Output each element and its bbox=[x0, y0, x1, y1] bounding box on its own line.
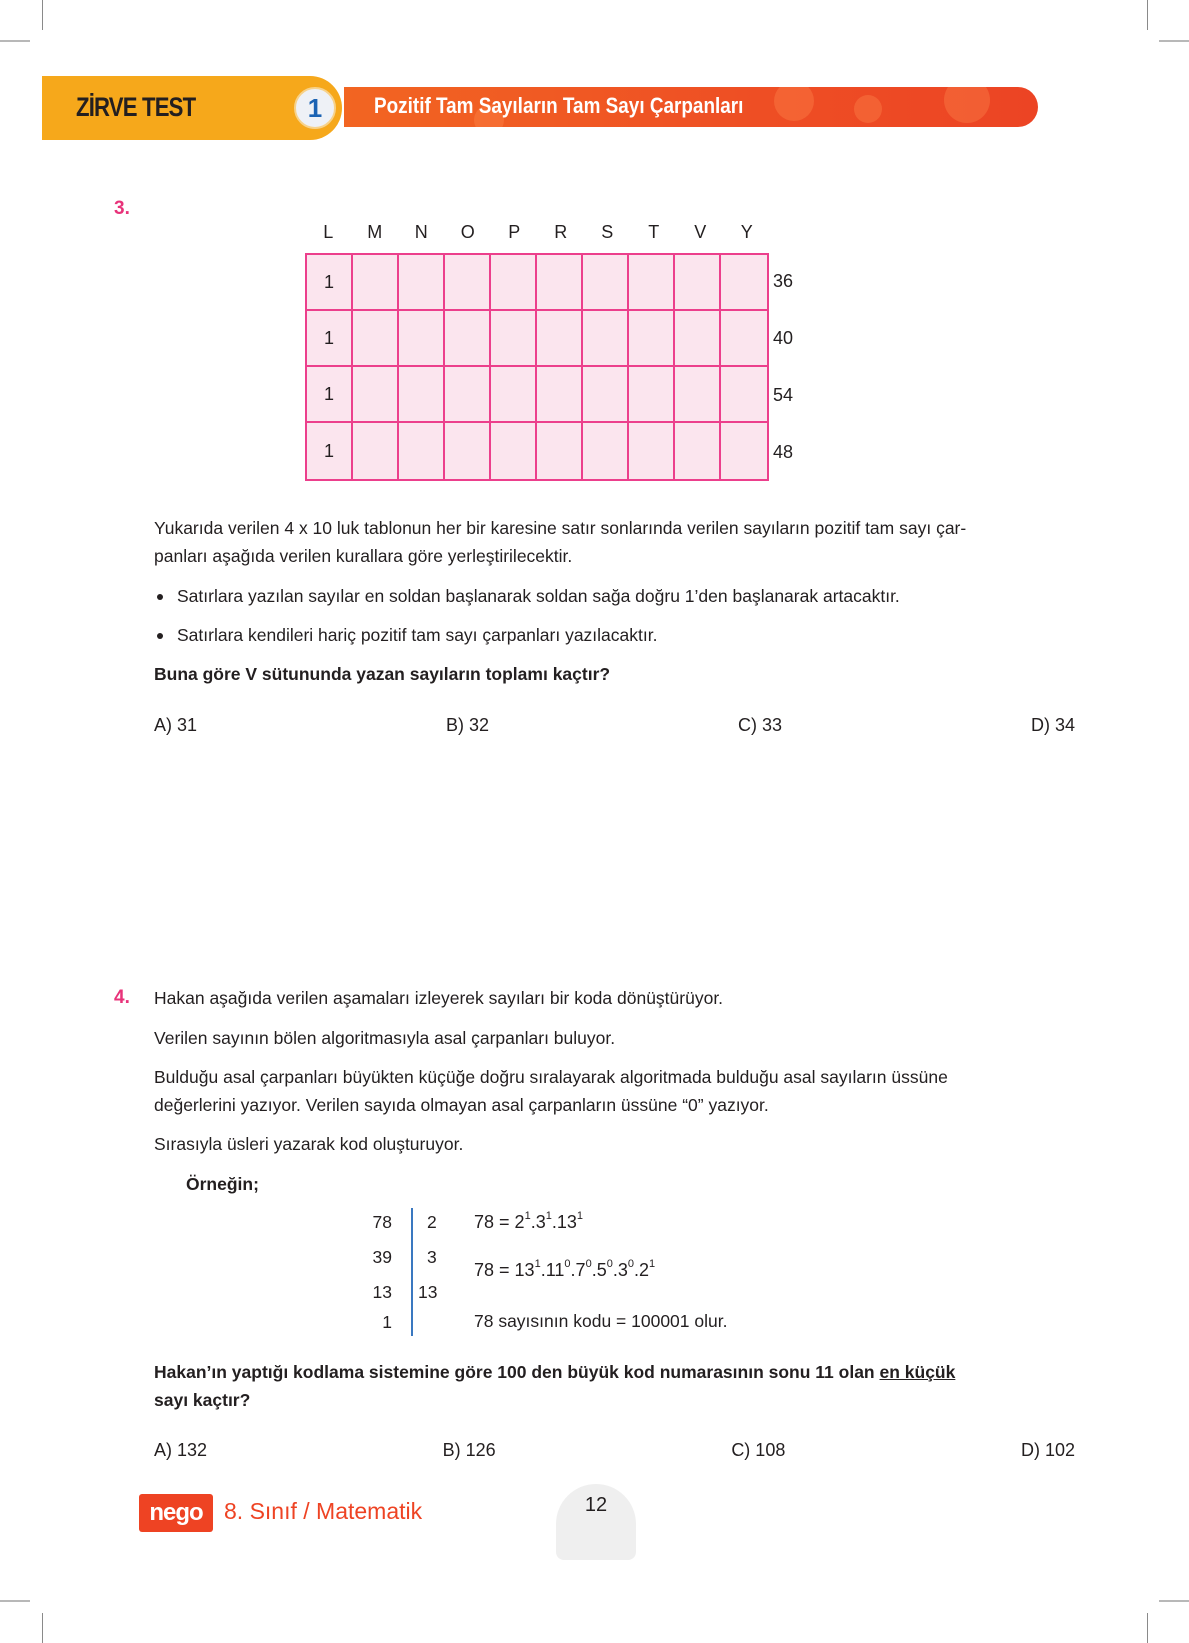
q3-intro: panları aşağıda verilen kurallara göre yerleştirilecektir. bbox=[154, 546, 573, 566]
q4-prompt bbox=[154, 1358, 955, 1386]
q4-text: değerlerini yazıyor. Verilen sayıda olmayan asal çarpanların üssüne “0” yazıyor. bbox=[154, 1095, 769, 1115]
prime-base: 3 bbox=[617, 1260, 628, 1280]
q4-text: Bulduğu asal çarpanları büyükten küçüğe doğru sıralayarak algoritmada bulduğu asal sayıların üssüne bbox=[154, 1067, 948, 1087]
grid-cell bbox=[399, 367, 445, 423]
ladder-dividend: 13 bbox=[372, 1282, 392, 1302]
prime-base: 3 bbox=[535, 1212, 546, 1232]
column-letter: N bbox=[414, 222, 428, 242]
column-letter: T bbox=[648, 222, 660, 242]
row-number: 48 bbox=[773, 442, 794, 462]
grid-cell bbox=[721, 423, 767, 479]
bullet-icon bbox=[157, 633, 163, 639]
row-number: 36 bbox=[773, 271, 794, 291]
q3-prompt: Buna göre V sütununda yazan sayıların toplamı kaçtır? bbox=[154, 664, 611, 684]
prime-base: 5 bbox=[596, 1260, 607, 1280]
ladder-dividend: 78 bbox=[372, 1212, 392, 1232]
grid-cell: 1 bbox=[307, 311, 353, 367]
equation-lhs: 78 = bbox=[474, 1212, 515, 1232]
equation-lhs: 78 = bbox=[474, 1260, 515, 1280]
grid-cell bbox=[491, 423, 537, 479]
prime-base: 13 bbox=[514, 1260, 535, 1280]
grid-cell: 1 bbox=[307, 255, 353, 311]
exponent: 1 bbox=[545, 1210, 552, 1222]
grid-cell bbox=[353, 311, 399, 367]
ladder-divisor: 3 bbox=[427, 1247, 437, 1267]
grid-cell bbox=[721, 255, 767, 311]
option-d[interactable]: D) 34 bbox=[1030, 715, 1075, 735]
grid-cell bbox=[537, 423, 583, 479]
column-letter: O bbox=[460, 222, 475, 242]
test-number-badge: 1 bbox=[294, 87, 336, 129]
grid-cell bbox=[353, 367, 399, 423]
ladder-dividend: 1 bbox=[382, 1312, 392, 1332]
option-b[interactable]: B) 32 bbox=[446, 715, 490, 735]
option-a[interactable]: A) 132 bbox=[154, 1440, 208, 1460]
footer-subject: 8. Sınıf / Matematik bbox=[224, 1498, 423, 1524]
column-letter: L bbox=[323, 222, 334, 242]
grid-cell bbox=[537, 367, 583, 423]
q4-prompt: sayı kaçtır? bbox=[154, 1390, 251, 1410]
option-d[interactable]: D) 102 bbox=[1020, 1440, 1075, 1460]
ladder-divisor: 13 bbox=[418, 1282, 438, 1302]
column-letter: P bbox=[508, 222, 521, 242]
q3-intro: Yukarıda verilen 4 x 10 luk tablonun her bir karesine satır sonlarında verilen sayıların pozitif tam sayı çar- bbox=[154, 518, 967, 538]
grid-cell bbox=[583, 311, 629, 367]
grid-cell bbox=[399, 423, 445, 479]
q4-text: Sırasıyla üsleri yazarak kod oluşturuyor. bbox=[154, 1134, 464, 1154]
column-letter: V bbox=[694, 222, 707, 242]
division-ladder-divider bbox=[411, 1208, 413, 1336]
grid-cell bbox=[629, 423, 675, 479]
grid-cell bbox=[675, 367, 721, 423]
option-c[interactable]: C) 108 bbox=[731, 1440, 786, 1460]
prime-base: 2 bbox=[514, 1212, 525, 1232]
grid-cell bbox=[583, 367, 629, 423]
section-label: ZİRVE TEST bbox=[76, 92, 196, 122]
code-result: 78 sayısının kodu = 100001 olur. bbox=[474, 1311, 728, 1331]
exponent: 1 bbox=[534, 1258, 541, 1270]
grid-cell bbox=[629, 311, 675, 367]
page-number: 12 bbox=[584, 1494, 608, 1516]
column-letter: M bbox=[367, 222, 383, 242]
exponent: 1 bbox=[649, 1258, 656, 1270]
exponent: 0 bbox=[627, 1258, 634, 1270]
grid-cell bbox=[537, 311, 583, 367]
grid-cell bbox=[583, 255, 629, 311]
grid-cell bbox=[583, 423, 629, 479]
question-number: 3. bbox=[114, 198, 130, 219]
crop-mark bbox=[1159, 40, 1189, 42]
exponent: 1 bbox=[576, 1210, 584, 1222]
prime-base: 11 bbox=[545, 1260, 565, 1280]
publisher-logo: nego bbox=[139, 1494, 213, 1532]
column-letter: R bbox=[554, 222, 568, 242]
grid-cell bbox=[629, 367, 675, 423]
grid-cell bbox=[399, 311, 445, 367]
grid-cell bbox=[445, 311, 491, 367]
factorization-equation: $78 = 2^1.3^1.13^1$ bbox=[474, 1210, 584, 1232]
grid-row-numbers bbox=[773, 253, 793, 481]
crop-mark bbox=[0, 1600, 30, 1602]
exponent: 0 bbox=[606, 1258, 613, 1270]
grid-cell bbox=[491, 255, 537, 311]
q3-rule: Satırlara yazılan sayılar en soldan başlanarak soldan sağa doğru 1’den başlanarak artacaktır. bbox=[177, 586, 900, 606]
q4-prompt-text: Hakan’ın yaptığı kodlama sistemine göre 100 den büyük kod numarasının sonu 11 olan bbox=[154, 1362, 880, 1382]
grid-cell bbox=[629, 255, 675, 311]
option-a[interactable]: A) 31 bbox=[154, 715, 198, 735]
question-number: 4. bbox=[114, 987, 130, 1008]
grid-cell: 1 bbox=[307, 423, 353, 479]
option-c[interactable]: C) 33 bbox=[738, 715, 783, 735]
grid-cell bbox=[537, 255, 583, 311]
crop-mark bbox=[42, 0, 43, 30]
row-number: 54 bbox=[773, 385, 794, 405]
grid-cell bbox=[675, 311, 721, 367]
exponent: 1 bbox=[524, 1210, 531, 1222]
grid-cell bbox=[399, 255, 445, 311]
q4-text: Hakan aşağıda verilen aşamaları izleyerek sayıları bir koda dönüştürüyor. bbox=[154, 988, 724, 1008]
crop-mark bbox=[1159, 1600, 1189, 1602]
topic-title: Pozitif Tam Sayıların Tam Sayı Çarpanları bbox=[374, 93, 744, 118]
prime-base: 7 bbox=[575, 1260, 586, 1280]
grid-cell bbox=[721, 367, 767, 423]
crop-mark bbox=[42, 1613, 43, 1643]
column-letter: S bbox=[601, 222, 614, 242]
ladder-dividend: 39 bbox=[372, 1247, 392, 1267]
grid-cell: 1 bbox=[307, 367, 353, 423]
crop-mark bbox=[0, 40, 30, 42]
exponent: 0 bbox=[585, 1258, 592, 1270]
crop-mark bbox=[1147, 1613, 1148, 1643]
prime-base: 13 bbox=[556, 1212, 577, 1232]
crop-mark bbox=[1147, 0, 1148, 30]
prime-base: 2 bbox=[639, 1260, 650, 1280]
grid-cell bbox=[491, 367, 537, 423]
q4-options bbox=[154, 1440, 1075, 1461]
grid-cell bbox=[353, 255, 399, 311]
grid-cell bbox=[675, 255, 721, 311]
example-label: Örneğin; bbox=[186, 1174, 259, 1194]
bullet-icon bbox=[157, 594, 163, 600]
column-letter: Y bbox=[740, 222, 753, 242]
q3-rule: Satırlara kendileri hariç pozitif tam sayı çarpanları yazılacaktır. bbox=[177, 625, 658, 645]
grid-column-letters bbox=[305, 222, 770, 243]
q4-text: Verilen sayının bölen algoritmasıyla asal çarpanları buluyor. bbox=[154, 1028, 616, 1048]
grid-cell bbox=[353, 423, 399, 479]
ordered-exponent-equation: $78 = 13^1.11^0.7^0.5^0.3^0.2^1$ bbox=[474, 1258, 656, 1280]
grid-cell bbox=[491, 311, 537, 367]
exponent: 0 bbox=[564, 1258, 571, 1270]
q4-prompt-emphasis: en küçük bbox=[879, 1362, 956, 1382]
grid-cell bbox=[445, 367, 491, 423]
row-number: 40 bbox=[773, 328, 794, 348]
factor-grid bbox=[305, 253, 769, 481]
grid-cell bbox=[445, 423, 491, 479]
ladder-divisor: 2 bbox=[427, 1212, 437, 1232]
grid-cell bbox=[721, 311, 767, 367]
q3-options bbox=[154, 715, 1075, 736]
option-b[interactable]: B) 126 bbox=[442, 1440, 496, 1460]
grid-cell bbox=[675, 423, 721, 479]
grid-cell bbox=[445, 255, 491, 311]
